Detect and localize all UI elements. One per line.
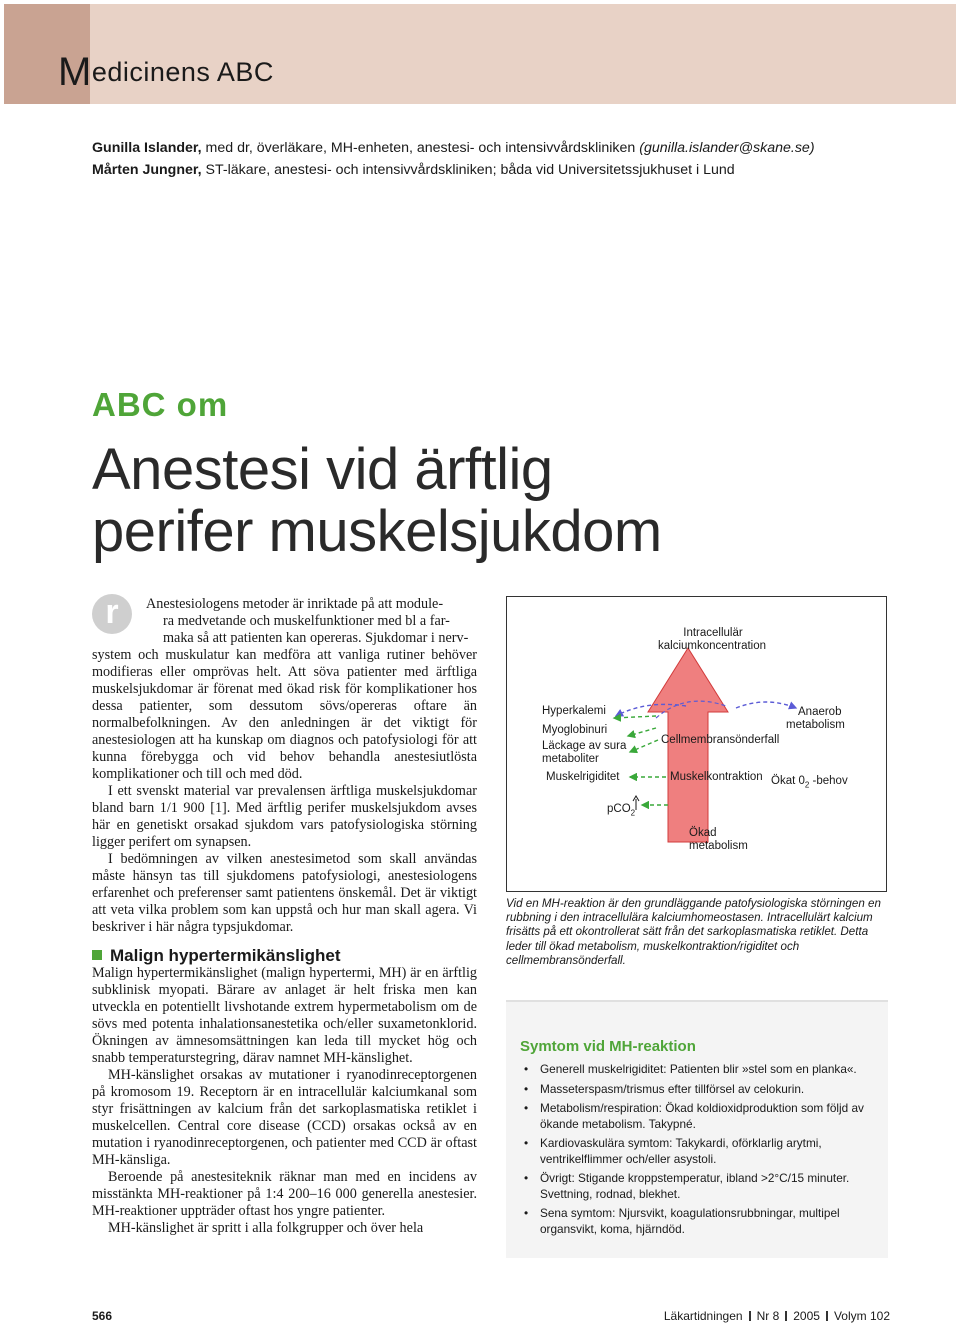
author-line-1 xyxy=(92,140,815,156)
journal-footer xyxy=(664,1309,890,1323)
article-title-line-1: Anestesi vid ärftlig xyxy=(92,437,553,502)
fig-label-metabolism: metabolism xyxy=(786,719,845,731)
fig-label-calcium: kalciumkoncentration xyxy=(658,640,767,652)
lead-line-1: Anestesiologens metoder är inriktade på att module- xyxy=(146,596,444,612)
green-arrow-lackage xyxy=(630,740,658,752)
author-2-name: Mårten Jungner, xyxy=(92,162,202,178)
body-paragraph-4: Malign hypertermikänslighet (malign hypertermi, MH) är en ärftlig subklinisk myopati. Bärare av anlaget är helt friska men kan utveckla en potentiellt livshotande extrem hypermetabolism om de sövs med potenta inhalationsanestetika och/eller suxametonklorid. Ökningen av ämnesomsättningen kan leda till mycket hög och snabb temperaturstegring, därav namnet MH-känslighet. xyxy=(92,965,477,1066)
fig-label-okat-o2: Ökat $0_2$ -behov xyxy=(771,775,848,790)
year: 2005 xyxy=(793,1309,820,1323)
body-paragraph-2: I ett svenskt material var prevalensen ärftliga muskelsjukdomar bland barn 1/1 900 [1]. Med ärftlig perifer muskelsjukdom avses här en genetiskt orsakad sjukdom vars patofysiologiska störning ligger perifert om synapsen. xyxy=(92,783,477,850)
dropcap-icon: r xyxy=(92,594,132,634)
fig-label-myoglobinuri: Myoglobinuri xyxy=(542,724,608,736)
volume: Volym 102 xyxy=(833,1309,890,1323)
section-heading xyxy=(92,946,341,966)
lead-line-2: ra medvetande och muskelfunktioner med bl a far- xyxy=(163,613,450,629)
fig-label-okad: Ökad xyxy=(689,827,717,839)
fig-label-lackage-2: metaboliter xyxy=(542,753,599,765)
body-paragraph-1: system och muskulatur kan medföra att vanliga rutiner behöver modifieras eller omprövas helt. Att söva patienter med ärftliga muskelsjukdomar är förenat med ökad risk för komplikationer hos dessa patienter, som dessutom sövs/opereras oftare än normalbefolkningen. Av den anledningen är det viktigt för anestesiologen att ha kunskap om diagnos och patofysiologi för att kunna förebygga och vid behov behandla anestesiutlösta komplikationer och till och med död. xyxy=(92,647,477,782)
fig-label-cellmembran: Cellmembransönderfall xyxy=(661,734,780,746)
heading-bullet-icon xyxy=(92,950,102,960)
author-2-affiliation: ST-läkare, anestesi- och intensivvårdskliniken; båda vid Universitetssjukhuset i Lund xyxy=(201,162,735,178)
body-paragraph-5: MH-känslighet orsakas av mutationer i ryanodinreceptorgenen på kromosom 19. Receptorn är en intracellulär kalciumkanal som styr frisättningen av kalcium från det sarkoplasmatiska retiklet i muskelcellen. Central core disease (CCD) orsakas också av en mutation i ryanodinreceptorgenen, och patienter med CCD är oftast MH-känsliga. xyxy=(92,1067,477,1168)
green-arrow-myoglobinuri xyxy=(628,728,656,736)
issue-number: Nr 8 xyxy=(756,1309,780,1323)
green-arrow-hyperkalemi xyxy=(614,716,656,718)
article-kicker: ABC om xyxy=(92,386,229,423)
fig-label-muskelkontraktion: Muskelkontraktion xyxy=(670,771,763,783)
section-heading-text: Malign hypertermikänslighet xyxy=(110,946,341,965)
symptom-item: • Metabolism/respiration: Ökad koldioxidproduktion som följd av ökande metabolism. Takypné. xyxy=(522,1101,882,1132)
body-column-lower xyxy=(92,965,477,1237)
section-title xyxy=(58,50,274,95)
section-title-rest: edicinens ABC xyxy=(91,57,274,87)
symptom-item: • Övrigt: Stigande kroppstemperatur, ibland >2°C/15 minuter. Svettning, rodnad, blekhet. xyxy=(522,1171,882,1202)
page-number: 566 xyxy=(92,1309,113,1323)
fig-label-muskelrigiditet: Muskelrigiditet xyxy=(546,771,620,783)
symptom-box-title: Symtom vid MH-reaktion xyxy=(520,1038,696,1055)
author-line-2 xyxy=(92,162,735,178)
body-paragraph-6: Beroende på anestesiteknik räknar man med en incidens av misstänkta MH-reaktioner på 1:4 200–16 000 generella anestesier. MH-reaktioner uppträder oftast hos yngre patienter. xyxy=(92,1169,477,1219)
symptom-item: • Kardiovaskulära symtom: Takykardi, oförklarlig arytmi, ventrikelflimmer och/eller asystoli. xyxy=(522,1136,882,1167)
fig-label-anaerob: Anaerob xyxy=(798,706,842,718)
body-column-upper xyxy=(92,647,477,936)
symptom-item: • Masseterspasm/trismus efter tillförsel av celokurin. xyxy=(522,1082,882,1098)
figure-caption: Vid en MH-reaktion är den grundläggande patofysiologiska störningen en rubbning i den intracellulära kalciumhomeostasen. Intracellulärt kalcium frisätts på ett okontrollerat sätt från det sarkoplasmatiska retiklet. Detta leder till ökad metabolism, muskelkontraktion/rigiditet och cellmembransönderfall. xyxy=(506,897,881,967)
symptom-item: • Sena symtom: Njursvikt, koagulationsrubbningar, multipel organsvikt, koma, hjärndöd. xyxy=(522,1206,882,1237)
fig-label-intracellular: Intracellulär xyxy=(683,627,743,639)
separator xyxy=(826,1311,828,1321)
article-title-line-2: perifer muskelsjukdom xyxy=(92,499,662,564)
author-1-affiliation: med dr, överläkare, MH-enheten, anestesi- och intensivvårdskliniken xyxy=(201,140,640,156)
journal-name: Läkartidningen xyxy=(663,1309,743,1323)
fig-label-pco2: pCO$_2$ xyxy=(607,803,636,818)
separator xyxy=(785,1311,787,1321)
separator xyxy=(749,1311,751,1321)
fig-label-hyperkalemi: Hyperkalemi xyxy=(542,705,606,717)
body-paragraph-3: I bedömningen av vilken anestesimetod som skall användas måste hänsyn tas till sjukdomens patofysiologi, anestesiologens erfarenhet och preferenser samt patientens önskemål. Det är viktigt att veta vilka problem som kan uppstå och hur man skall agera. Vi beskriver i här några typsjukdomar. xyxy=(92,851,477,935)
symptom-item: • Generell muskelrigiditet: Patienten blir »stel som en planka«. xyxy=(522,1062,882,1078)
fig-label-okad-metabolism: metabolism xyxy=(689,840,748,852)
author-1-email[interactable]: (gunilla.islander@skane.se) xyxy=(639,140,815,156)
lead-line-3: maka så att patienten kan opereras. Sjukdomar i nerv- xyxy=(163,630,469,646)
body-paragraph-7: MH-känslighet är spritt i alla folkgrupper och över hela xyxy=(108,1220,424,1236)
fig-label-lackage-1: Läckage av sura xyxy=(542,740,627,752)
blue-arc-right xyxy=(736,702,796,708)
section-title-initial: M xyxy=(58,50,92,94)
author-1-name: Gunilla Islander, xyxy=(92,140,202,156)
symptom-list xyxy=(522,1062,882,1241)
